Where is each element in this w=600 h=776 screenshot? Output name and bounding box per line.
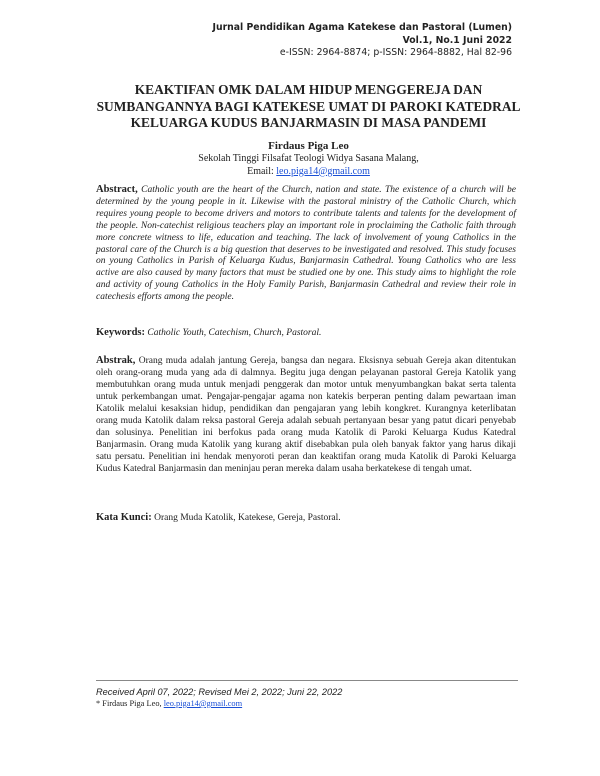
author-footnote	[96, 699, 242, 709]
paper-title	[96, 82, 521, 132]
author-email-line	[96, 166, 521, 179]
author-name: Firdaus Piga Leo	[268, 140, 349, 152]
abstract-indonesian-text: Orang muda adalah jantung Gereja, bangsa dan negara. Eksisnya sebuah Gereja akan ditentukan oleh orang-orang muda yang ada di dalmnya. Begitu juga dengan pelayanan pastoral Gereja Katolik yang membutuhkan orang muda untuk menjadi penggerak dan motor untuk menyumbangkan bakat serta talenta untuk perkembangan umat. Pengajar-pengajar agama non katekis berperan penting dalam pewartaan iman Katolik melalui kesaksian hidup, pendidikan dan pengajaran yang lebih kongkret. Kurangnya keterlibatan orang muda Katolik dalam reksa pastoral Gereja adalah sebuah pertanyaan besar yang patut dicari penyebab dan solusinya. Penelitian ini berfokus pada orang muda Katolik di Paroki Keluarga Kudus Katedral Banjarmasin. Orang muda Katolik yang kurang aktif disebabkan pula oleh banyak faktor yang harus dikaji satu persatu. Penelitian ini hendak menyoroti peran dan keaktifan orang muda Katolik di Paroki Keluarga Kudus Katedral Banjarmasin dan meninjau peran mereka dalam usaha berkatekese di tengah umat.	[96, 356, 517, 474]
abstract-indonesian	[96, 355, 516, 476]
keywords-indonesian-label: Kata Kunci:	[96, 512, 152, 523]
footnote-author: * Firdaus Piga Leo,	[96, 699, 162, 708]
keywords-indonesian-text: Orang Muda Katolik, Katekese, Gereja, Pastoral.	[154, 513, 341, 523]
keywords-english-text: Catholic Youth, Catechism, Church, Pastoral.	[147, 328, 322, 338]
email-label: Email:	[247, 165, 274, 177]
author-block	[96, 140, 521, 178]
paper-title-line: KELUARGA KUDUS BANJARMASIN DI MASA PANDEMI	[130, 115, 487, 130]
author-email-link[interactable]: leo.piga14@gmail.com	[276, 165, 370, 177]
paper-title-line: SUMBANGANNYA BAGI KATEKESE UMAT DI PAROKI KATEDRAL	[96, 98, 521, 114]
keywords-indonesian	[96, 512, 516, 524]
paper-title-line: KEAKTIFAN OMK DALAM HIDUP MENGGEREJA DAN	[134, 82, 483, 97]
author-affiliation: Sekolah Tinggi Filsafat Teologi Widya Sasana Malang,	[198, 153, 419, 164]
abstract-indonesian-label: Abstrak,	[96, 355, 136, 366]
journal-issn: e-ISSN: 2964-8874; p-ISSN: 2964-8882, Hal 82-96	[279, 47, 512, 58]
journal-title: Jurnal Pendidikan Agama Katekese dan Pastoral (Lumen)	[212, 22, 512, 33]
journal-header	[213, 22, 513, 60]
keywords-english-label: Keywords:	[96, 327, 145, 338]
footnote-email-link[interactable]: leo.piga14@gmail.com	[163, 699, 243, 708]
journal-volume: Vol.1, No.1 Juni 2022	[402, 34, 512, 46]
abstract-english	[96, 184, 516, 304]
received-dates: Received April 07, 2022; Revised Mei 2, 2022; Juni 22, 2022	[96, 687, 343, 697]
keywords-english	[96, 327, 516, 339]
abstract-english-label: Abstract,	[96, 184, 138, 195]
abstract-english-text: Catholic youth are the heart of the Church, nation and state. The existence of a church will be determined by the young people in it. Likewise with the pastoral ministry of the Catholic Church, which requires young people to become drivers and motors to contribute talents and talents for the development of the people. Non-catechist religious teachers play an important role in proclaiming the Catholic faith through more concrete witness to life, education and teaching. The lack of involvement of young Catholics in the pastoral care of the Church is a big question that deserves to be investigated and resolved. This study focuses on young Catholics in Parish of Keluarga Kudus, Banjarmasin Cathedral. Young Catholics who are less active are also caused by many factors that must be studied one by one. This study aims to highlight the role and activity of young Catholics in the Holy Family Parish, Banjarmasin Cathedral and review their role in catechesis efforts among the people.	[96, 185, 517, 303]
footer-divider	[96, 680, 518, 681]
